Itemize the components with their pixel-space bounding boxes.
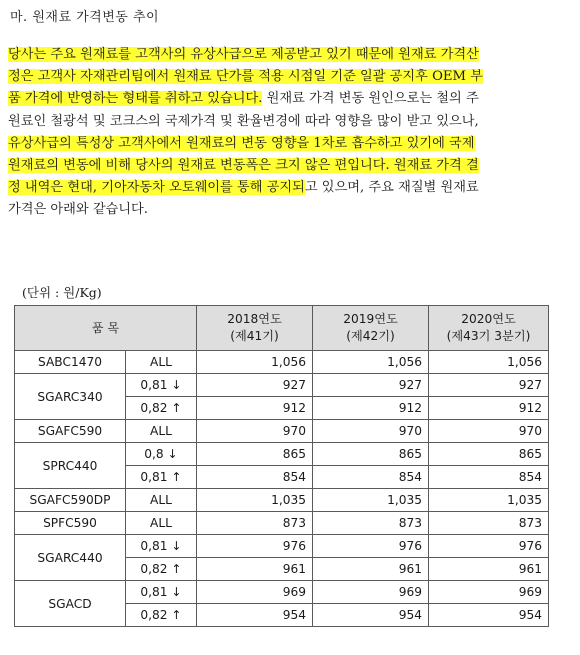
- header-period: (제42기): [346, 329, 395, 343]
- header-year: 2018연도: [227, 312, 282, 326]
- price-cell: 969: [313, 581, 429, 604]
- highlighted-text: 당사는 주요 원재료를 고객사의 유상사급으로 제공받고 있기 때문에 원재료 가격산: [8, 47, 479, 62]
- table-row: [15, 420, 549, 443]
- header-period: (제43기 3분기): [446, 329, 531, 343]
- price-cell: 954: [429, 604, 549, 627]
- plain-text: 원재료 가격 변동 원인으로는 철의 주: [262, 91, 479, 107]
- table-row: [15, 512, 549, 535]
- price-cell: 976: [313, 535, 429, 558]
- material-name-cell: SPRC440: [15, 443, 126, 489]
- table-body: [15, 351, 549, 627]
- grade-cell: 0,82 ↑: [126, 558, 197, 581]
- price-cell: 961: [197, 558, 313, 581]
- price-cell: 865: [197, 443, 313, 466]
- highlighted-text: 원재료의 변동에 비해 당사의 원재료 변동폭은 크지 않은 편입니다. 원재료 가격 결: [8, 157, 479, 173]
- price-cell: 854: [313, 466, 429, 489]
- price-cell: 969: [429, 581, 549, 604]
- grade-cell: ALL: [126, 489, 197, 512]
- price-cell: 1,056: [429, 351, 549, 374]
- header-year-2020: [429, 306, 549, 351]
- price-cell: 1,035: [429, 489, 549, 512]
- price-cell: 854: [429, 466, 549, 489]
- grade-cell: 0,81 ↓: [126, 581, 197, 604]
- price-cell: 927: [197, 374, 313, 397]
- price-cell: 970: [429, 420, 549, 443]
- price-cell: 1,035: [313, 489, 429, 512]
- paragraph-line: [8, 88, 574, 110]
- price-cell: 927: [313, 374, 429, 397]
- price-cell: 873: [313, 512, 429, 535]
- header-year-2019: [313, 306, 429, 351]
- paragraph-line: [8, 133, 574, 155]
- table-row: [15, 443, 549, 466]
- price-cell: 927: [429, 374, 549, 397]
- table-row: [15, 489, 549, 512]
- grade-cell: ALL: [126, 512, 197, 535]
- price-cell: 873: [429, 512, 549, 535]
- header-period: (제41기): [230, 329, 279, 343]
- highlighted-text: 유상사급의 특성상 고객사에서 원재료의 변동 영향을 1차로 흡수하고 있기에 국제: [8, 135, 475, 151]
- price-cell: 969: [197, 581, 313, 604]
- material-name-cell: SGARC340: [15, 374, 126, 420]
- price-cell: 912: [429, 397, 549, 420]
- header-year: 2019연도: [343, 312, 398, 326]
- header-item: 품 목: [15, 306, 197, 351]
- header-year-2018: [197, 306, 313, 351]
- paragraph-line: [8, 199, 574, 221]
- price-cell: 912: [313, 397, 429, 420]
- plain-text: 고 있으며, 주요 재질별 원재료: [304, 180, 479, 196]
- paragraph-line: [8, 155, 574, 177]
- price-cell: 970: [313, 420, 429, 443]
- grade-cell: 0,8 ↓: [126, 443, 197, 466]
- price-cell: 865: [313, 443, 429, 466]
- price-cell: 854: [197, 466, 313, 489]
- grade-cell: ALL: [126, 351, 197, 374]
- plain-text: 원료인 철광석 및 코크스의 국제가격 및 환율변경에 따라 영향을 많이 받고 있으나,: [8, 113, 479, 129]
- plain-text: 가격은 아래와 같습니다.: [8, 202, 148, 218]
- price-cell: 970: [197, 420, 313, 443]
- material-name-cell: SABC1470: [15, 351, 126, 374]
- grade-cell: 0,82 ↑: [126, 397, 197, 420]
- highlighted-text: 품 가격에 반영하는 형태를 취하고 있습니다.: [8, 91, 263, 107]
- header-year: 2020연도: [461, 312, 516, 326]
- table-header-row: [15, 306, 549, 351]
- paragraph-line: [8, 111, 574, 133]
- highlighted-text: 정은 고객사 자재관리팀에서 원재료 단가를 적용 시점일 기준 일괄 공지후 OEM 부: [8, 69, 483, 85]
- material-name-cell: SGAFC590: [15, 420, 126, 443]
- price-cell: 961: [429, 558, 549, 581]
- highlighted-text: 정 내역은 현대, 기아자동차 오토웨이를 통해 공지되: [8, 180, 305, 196]
- grade-cell: 0,81 ↓: [126, 374, 197, 397]
- price-cell: 976: [197, 535, 313, 558]
- price-cell: 976: [429, 535, 549, 558]
- material-name-cell: SPFC590: [15, 512, 126, 535]
- paragraph-line: [8, 66, 574, 88]
- price-cell: 1,056: [313, 351, 429, 374]
- table-row: [15, 535, 549, 558]
- paragraph-line: [8, 177, 574, 199]
- section-heading: 마. 원재료 가격변동 추이: [10, 10, 160, 25]
- price-cell: 961: [313, 558, 429, 581]
- material-name-cell: SGACD: [15, 581, 126, 627]
- table-row: [15, 374, 549, 397]
- price-cell: 873: [197, 512, 313, 535]
- price-cell: 1,056: [197, 351, 313, 374]
- price-cell: 954: [197, 604, 313, 627]
- grade-cell: 0,82 ↑: [126, 604, 197, 627]
- raw-material-price-table: [14, 305, 549, 627]
- unit-note: (단위 : 원/Kg): [22, 285, 102, 300]
- paragraph-line: [8, 44, 574, 66]
- table-row: [15, 351, 549, 374]
- material-name-cell: SGAFC590DP: [15, 489, 126, 512]
- price-cell: 865: [429, 443, 549, 466]
- grade-cell: 0,81 ↑: [126, 466, 197, 489]
- grade-cell: ALL: [126, 420, 197, 443]
- price-cell: 1,035: [197, 489, 313, 512]
- grade-cell: 0,81 ↓: [126, 535, 197, 558]
- table-row: [15, 581, 549, 604]
- price-cell: 912: [197, 397, 313, 420]
- price-cell: 954: [313, 604, 429, 627]
- material-name-cell: SGARC440: [15, 535, 126, 581]
- body-paragraph: [8, 44, 574, 222]
